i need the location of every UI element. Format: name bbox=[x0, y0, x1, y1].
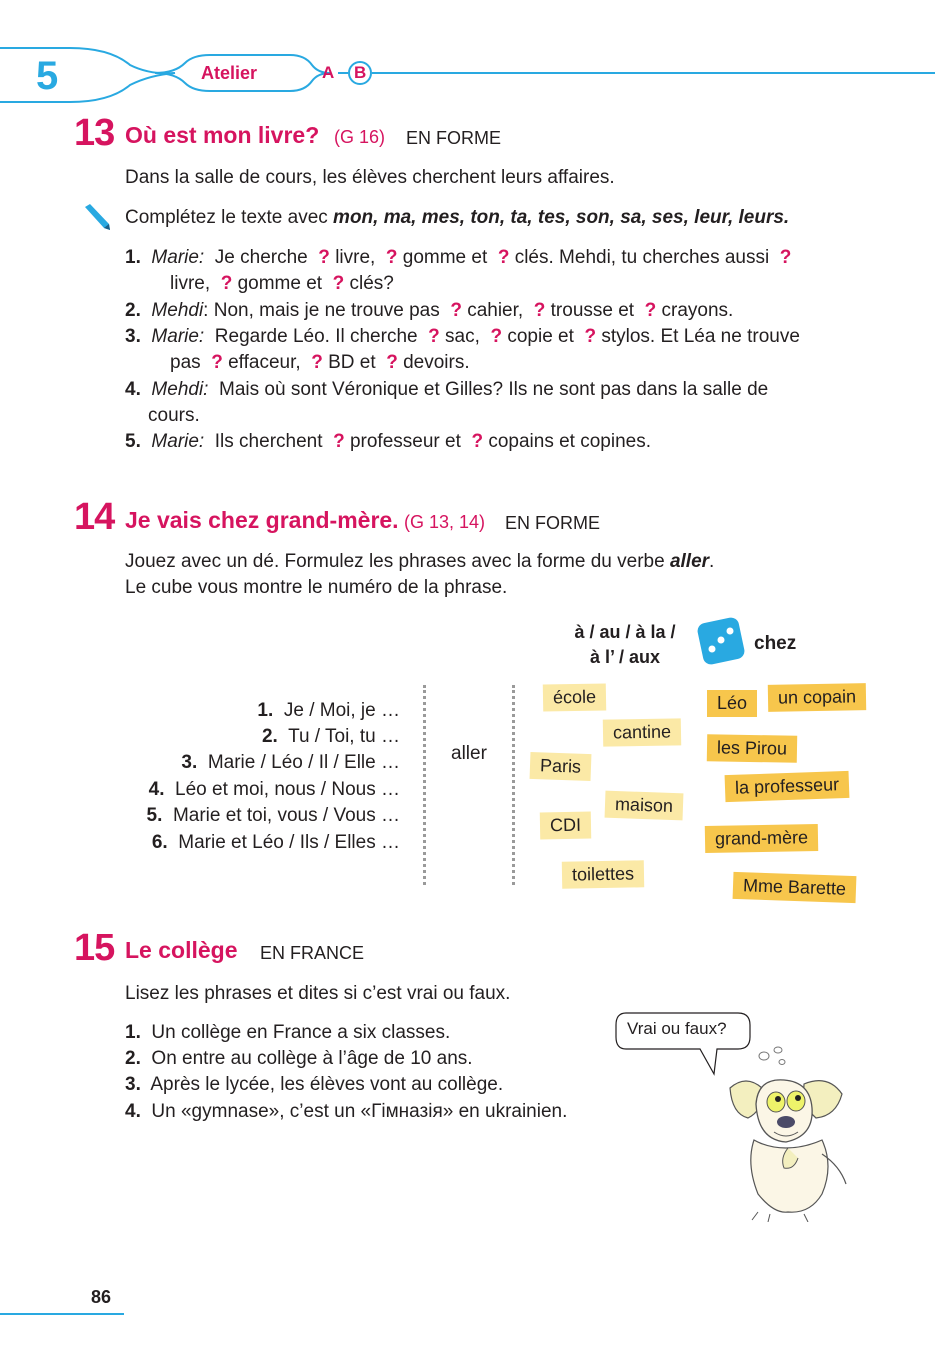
dotted-divider-left bbox=[423, 685, 426, 885]
ex13-line-1-cont: livre, ? gomme et ? clés? bbox=[170, 273, 394, 294]
footer-rule bbox=[0, 1313, 124, 1315]
person-card-un-copain: un copain bbox=[768, 683, 867, 712]
exercise-14-intro-2: Le cube vous montre le numéro de la phrase. bbox=[125, 577, 508, 598]
ex13-line-4-cont: cours. bbox=[148, 405, 200, 426]
step-a-label: A bbox=[322, 63, 335, 82]
place-card-cdi: CDI bbox=[540, 812, 591, 840]
exercise-13-number: 13 bbox=[74, 112, 115, 154]
chapter-number: 5 bbox=[36, 54, 59, 98]
ex13-line-3-cont: pas ? effaceur, ? BD et ? devoirs. bbox=[170, 352, 470, 373]
ex13-line-3: 3. Marie: Regarde Léo. Il cherche ? sac, ? copie et ? stylos. Et Léa ne trouve bbox=[125, 326, 800, 347]
exercise-14-ref: (G 13, 14) bbox=[404, 512, 486, 532]
exercise-13-instruction: Complétez le texte avec mon, ma, mes, ton, ta, tes, son, sa, ses, leur, leurs. bbox=[125, 207, 790, 228]
pencil-icon bbox=[82, 202, 112, 232]
page-number: 86 bbox=[91, 1287, 112, 1307]
atelier-label: Atelier bbox=[201, 63, 258, 83]
thinking-creature-illustration bbox=[718, 1044, 858, 1222]
person-card-mme-barette: Mme Barette bbox=[733, 872, 857, 903]
ex13-line-5: 5. Marie: Ils cherchent ? professeur et ? copains et copines. bbox=[125, 431, 651, 452]
exercise-14-intro-1: Jouez avec un dé. Formulez les phrases avec la forme du verbe aller. bbox=[125, 551, 715, 572]
exercise-14-title: Je vais chez grand-mère. bbox=[125, 507, 399, 533]
ex13-line-1: 1. Marie: Je cherche ? livre, ? gomme et ? clés. Mehdi, tu cherches aussi ? bbox=[125, 247, 792, 268]
subject-3: 3. Marie / Léo / Il / Elle … bbox=[181, 752, 400, 773]
exercise-15-title: Le collège bbox=[125, 937, 238, 963]
die-icon bbox=[696, 616, 748, 668]
person-card-leo: Léo bbox=[707, 690, 757, 717]
subject-6: 6. Marie et Léo / Ils / Elles … bbox=[151, 832, 400, 853]
place-card-maison: maison bbox=[605, 791, 684, 821]
ex15-item-4: 4. Un «gymnase», c’est un «Гімназія» en ukrainien. bbox=[125, 1101, 568, 1122]
person-card-la-professeur: la professeur bbox=[725, 771, 850, 802]
subject-2: 2. Tu / Toi, tu … bbox=[261, 726, 400, 747]
ex15-item-1: 1. Un collège en France a six classes. bbox=[125, 1022, 451, 1043]
place-card-cantine: cantine bbox=[603, 718, 682, 746]
dotted-divider-right bbox=[512, 685, 515, 885]
verb-aller: aller bbox=[451, 743, 487, 764]
ex13-line-4: 4. Mehdi: Mais où sont Véronique et Gilles? Ils ne sont pas dans la salle de bbox=[125, 379, 769, 400]
speech-bubble-text: Vrai ou faux? bbox=[627, 1019, 727, 1038]
ex15-item-3: 3. Après le lycée, les élèves vont au collège. bbox=[125, 1074, 504, 1095]
preposition-header: à / au / à la / à l’ / aux bbox=[574, 622, 676, 667]
ex15-item-2: 2. On entre au collège à l’âge de 10 ans. bbox=[125, 1048, 473, 1069]
exercise-14-tag: EN FORME bbox=[505, 513, 601, 533]
exercise-15-tag: EN FRANCE bbox=[260, 943, 365, 963]
place-card-toilettes: toilettes bbox=[562, 860, 645, 888]
ex13-line-2: 2. Mehdi: Non, mais je ne trouve pas ? cahier, ? trousse et ? crayons. bbox=[125, 300, 734, 321]
place-card-ecole: école bbox=[543, 683, 606, 711]
place-card-paris: Paris bbox=[530, 752, 592, 781]
chez-header: chez bbox=[754, 633, 797, 654]
exercise-15-number: 15 bbox=[74, 927, 115, 969]
exercise-13-ref: (G 16) bbox=[334, 127, 386, 147]
person-card-les-pirou: les Pirou bbox=[707, 734, 797, 763]
subject-4: 4. Léo et moi, nous / Nous … bbox=[148, 779, 400, 800]
exercise-14-number: 14 bbox=[74, 496, 115, 538]
exercise-13-title: Où est mon livre? bbox=[125, 122, 320, 148]
exercise-15-intro: Lisez les phrases et dites si c’est vrai ou faux. bbox=[125, 983, 511, 1004]
exercise-13-intro: Dans la salle de cours, les élèves cherchent leurs affaires. bbox=[125, 167, 615, 188]
step-b-label: B bbox=[354, 63, 367, 82]
header-decoration bbox=[0, 40, 935, 110]
exercise-13-tag: EN FORME bbox=[406, 128, 502, 148]
subject-5: 5. Marie et toi, vous / Vous … bbox=[146, 805, 400, 826]
subject-1: 1. Je / Moi, je … bbox=[257, 700, 400, 721]
person-card-grand-mere: grand-mère bbox=[705, 824, 819, 853]
